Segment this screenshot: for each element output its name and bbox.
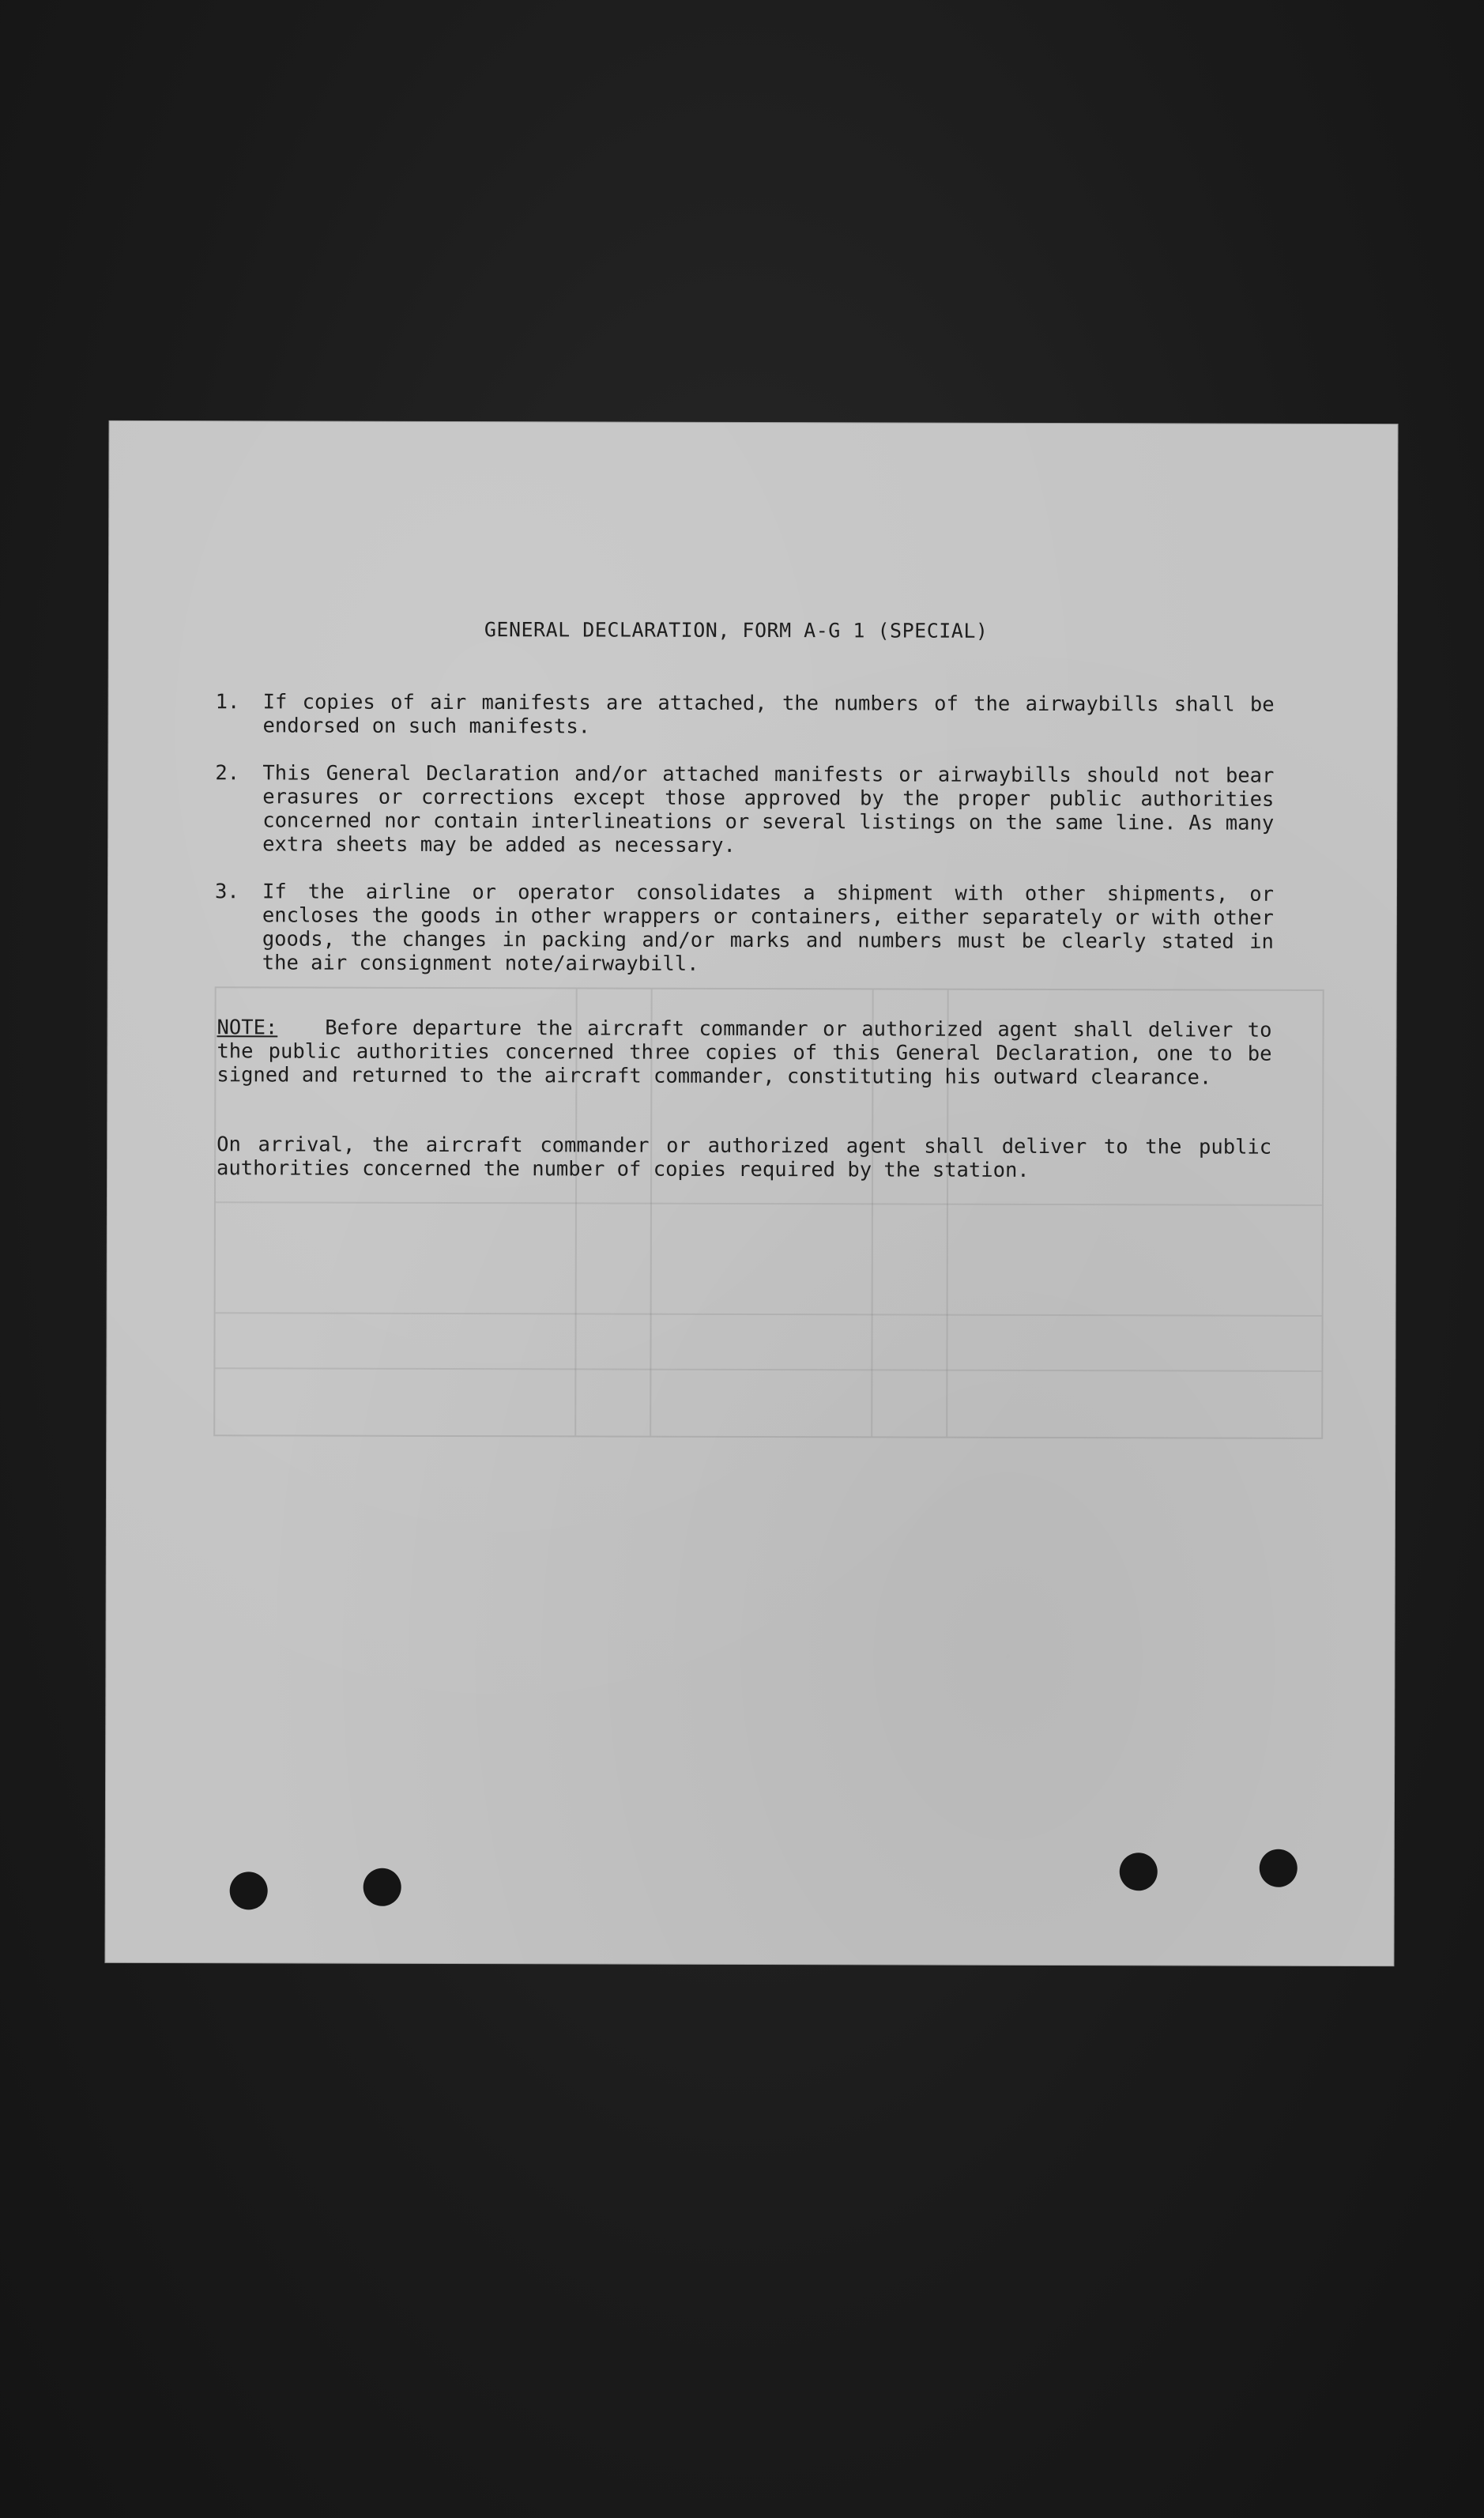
document-page bbox=[105, 421, 1397, 1966]
punch-hole bbox=[1260, 1849, 1298, 1887]
instruction-number: 2. bbox=[215, 761, 240, 786]
instruction-text: This General Declaration and/or attached manifests or airwaybills should not bear erasures or corrections except those approved by the proper public authorities concerned nor contain interlineations or several listings on the same line. As many extra sheets may be added as necessary. bbox=[262, 761, 1275, 858]
instruction-number: 3. bbox=[214, 880, 239, 904]
note-text: Before departure the aircraft commander or authorized agent shall deliver to the public authorities concerned three copies of this General Declaration, one to be signed and returned to the aircraft commander, constituting his outward clearance. bbox=[217, 1016, 1272, 1090]
punch-hole bbox=[363, 1868, 401, 1906]
instruction-text: If copies of air manifests are attached, the numbers of the airwaybills shall be endorsed on such manifests. bbox=[262, 690, 1275, 739]
punch-hole bbox=[230, 1872, 268, 1909]
arrival-paragraph: On arrival, the aircraft commander or authorized agent shall deliver to the public authorities concerned the number of copies required by the station. bbox=[217, 1133, 1272, 1182]
instruction-number: 1. bbox=[215, 690, 240, 714]
punch-hole bbox=[1120, 1853, 1158, 1890]
instruction-text: If the airline or operator consolidates a shipment with other shipments, or encloses the goods in other wrappers or containers, either separately or with other goods, the changes in packing and/or marks and numbers must be clearly stated in the air consignment note/airwaybill. bbox=[262, 880, 1275, 976]
note-label: NOTE: bbox=[217, 1016, 278, 1040]
instruction-item bbox=[215, 880, 1274, 978]
instructions-list bbox=[215, 690, 1275, 1001]
instruction-item bbox=[215, 761, 1274, 859]
document-title: GENERAL DECLARATION, FORM A-G 1 (SPECIAL) bbox=[484, 618, 989, 643]
instruction-item bbox=[216, 690, 1275, 741]
note-paragraph bbox=[217, 1016, 1271, 1089]
